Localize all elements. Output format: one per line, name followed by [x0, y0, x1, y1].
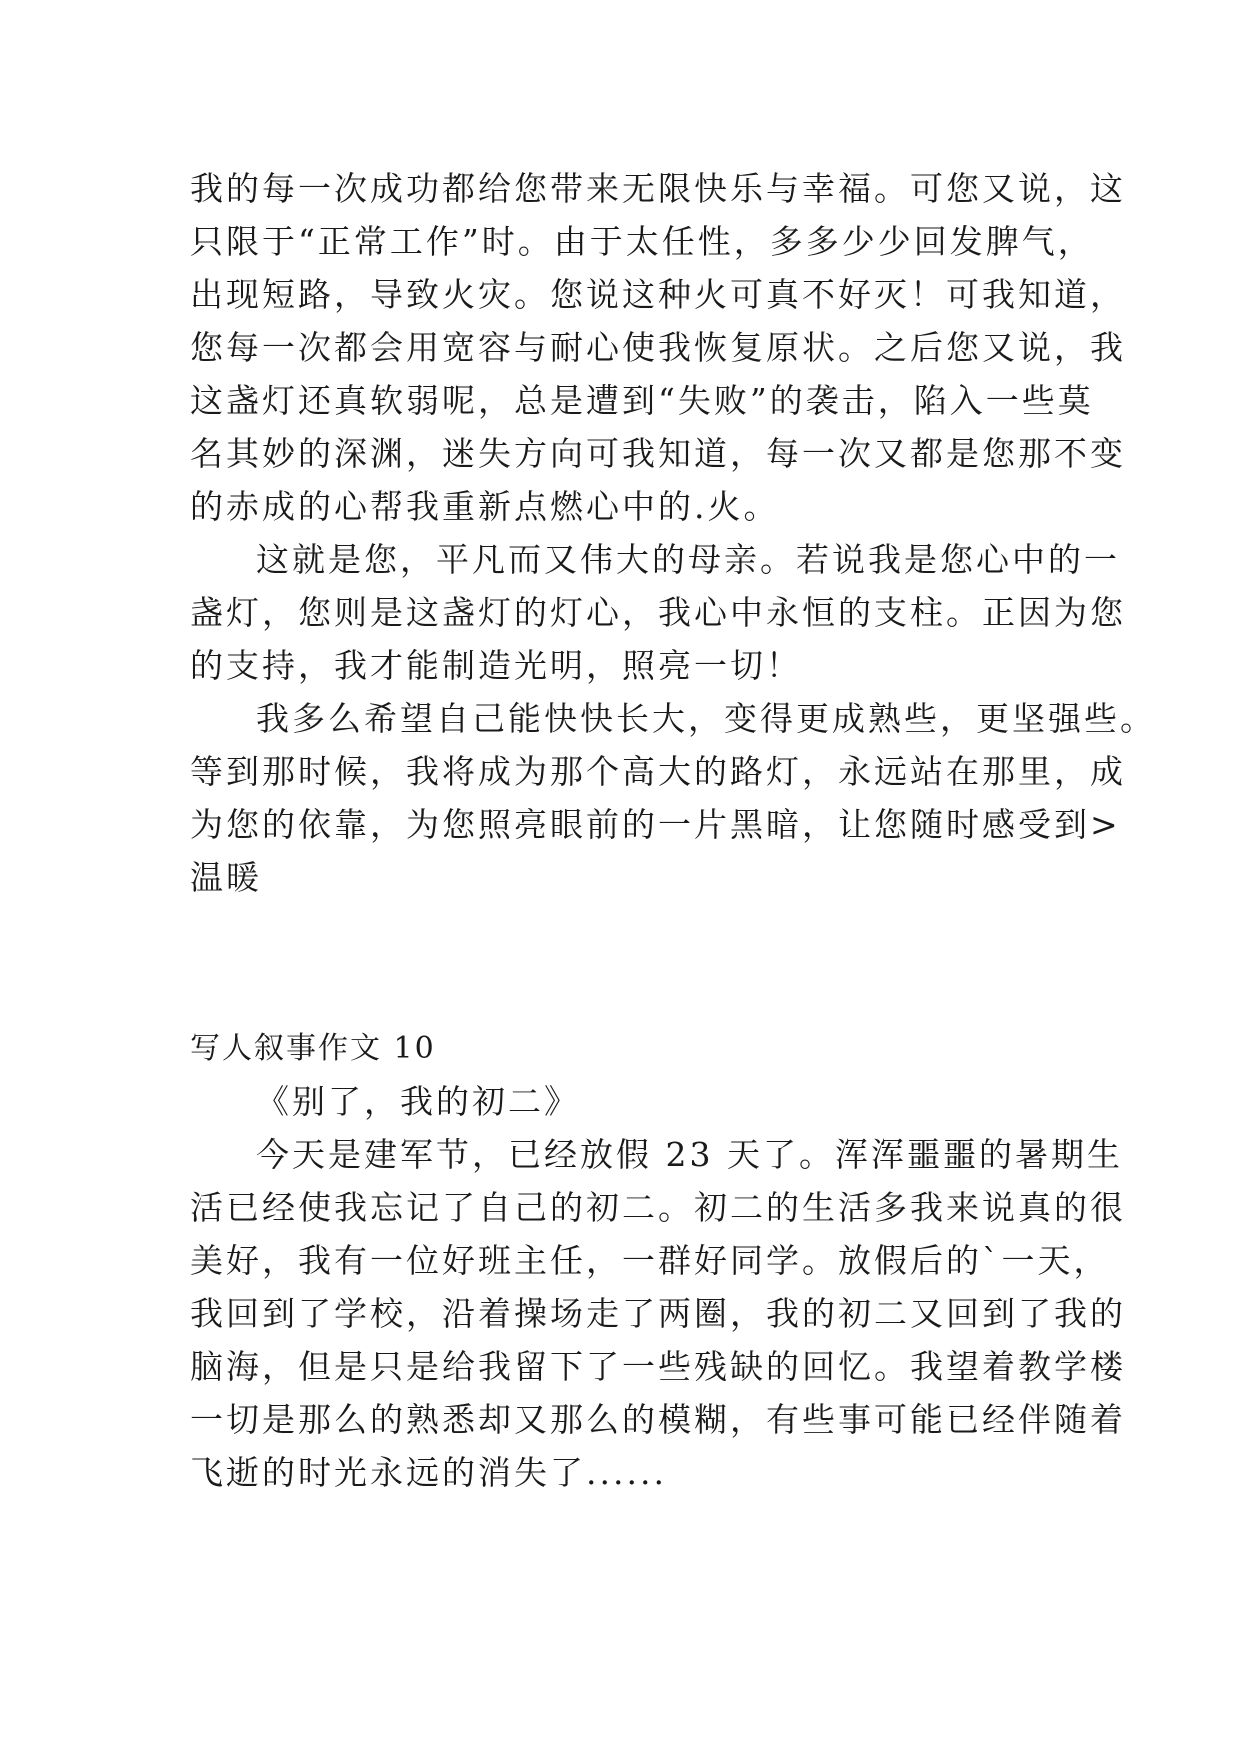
paragraph-line: 活已经使我忘记了自己的初二。初二的生活多我来说真的很	[190, 1188, 1126, 1227]
paragraph-line-indented: 今天是建军节，已经放假 23 天了。浑浑噩噩的暑期生	[256, 1135, 1123, 1174]
paragraph-line: 只限于“正常工作”时。由于太任性，多多少少回发脾气，	[190, 222, 1094, 261]
paragraph-line: 的赤成的心帮我重新点燃心中的.火。	[190, 487, 780, 526]
paragraph-line-indented: 这就是您，平凡而又伟大的母亲。若说我是您心中的一	[256, 540, 1120, 579]
essay-heading: 写人叙事作文 10	[190, 1031, 436, 1066]
paragraph-line: 为您的依靠，为您照亮眼前的一片黑暗，让您随时感受到>	[190, 805, 1121, 844]
paragraph-line: 等到那时候，我将成为那个高大的路灯，永远站在那里，成	[190, 752, 1126, 791]
paragraph-line: 盏灯，您则是这盏灯的灯心，我心中永恒的支柱。正因为您	[190, 593, 1126, 632]
essay-title: 《别了，我的初二》	[256, 1082, 580, 1121]
paragraph-line: 脑海，但是只是给我留下了一些残缺的回忆。我望着教学楼	[190, 1347, 1126, 1386]
paragraph-line-indented: 我多么希望自己能快快长大，变得更成熟些，更坚强些。	[256, 699, 1156, 738]
paragraph-line: 这盏灯还真软弱呢，总是遭到“失败”的袭击，陷入一些莫	[190, 381, 1094, 420]
paragraph-line: 的支持，我才能制造光明，照亮一切！	[190, 646, 802, 685]
paragraph-line: 飞逝的时光永远的消失了......	[190, 1453, 667, 1492]
paragraph-line: 您每一次都会用宽容与耐心使我恢复原状。之后您又说，我	[190, 328, 1126, 367]
paragraph-line: 一切是那么的熟悉却又那么的模糊，有些事可能已经伴随着	[190, 1400, 1126, 1439]
paragraph-line: 温暖	[190, 858, 262, 897]
paragraph-line: 我的每一次成功都给您带来无限快乐与幸福。可您又说，这	[190, 169, 1126, 208]
paragraph-line: 我回到了学校，沿着操场走了两圈，我的初二又回到了我的	[190, 1294, 1126, 1333]
paragraph-line: 出现短路，导致火灾。您说这种火可真不好灭！可我知道，	[190, 275, 1126, 314]
paragraph-line: 名其妙的深渊，迷失方向可我知道，每一次又都是您那不变	[190, 434, 1126, 473]
paragraph-line: 美好，我有一位好班主任，一群好同学。放假后的`一天，	[190, 1241, 1110, 1280]
